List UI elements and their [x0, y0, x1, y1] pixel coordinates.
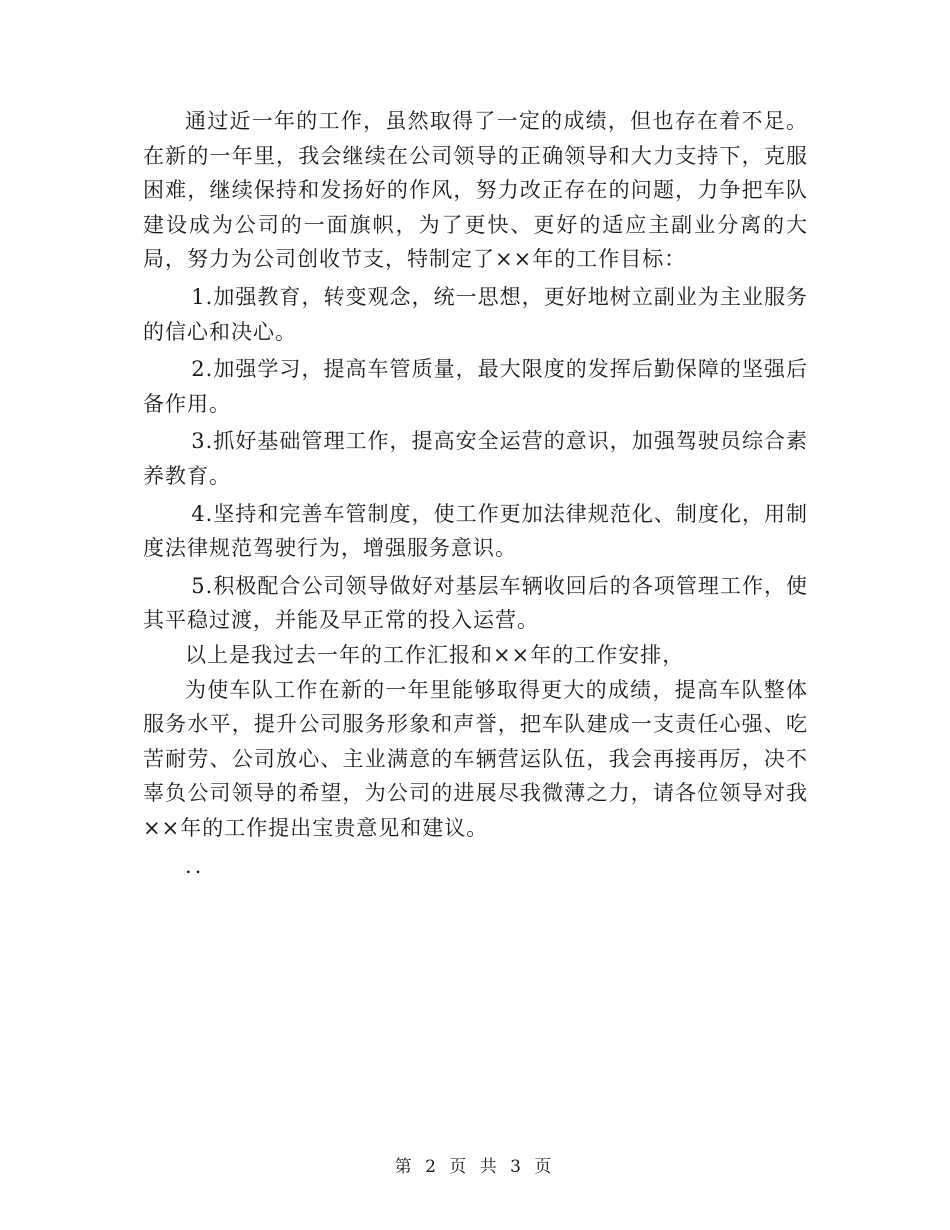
goal-item-2: 2.加强学习，提高车管质量，最大限度的发挥后勤保障的坚强后备作用。 [143, 357, 808, 416]
trailing-dots: .. [185, 854, 205, 879]
closing-paragraph: 为使车队工作在新的一年里能够取得更大的成绩，提高车队整体服务水平，提升公司服务形象和声誉，把车队建成一支责任心强、吃苦耐劳、公司放心、主业满意的车辆营运队伍，我会再接再厉，决不辜负公司领导的希望，为公司的进展尽我微薄之力，请各位领导对我××年的工作提出宝贵意见和建议。 [143, 677, 808, 840]
summary-paragraph: 以上是我过去一年的工作汇报和××年的工作安排， [185, 642, 685, 667]
goal-item-4: 4.坚持和完善车管制度，使工作更加法律规范化、制度化，用制度法律规范驾驶行为，增强服务意识。 [143, 501, 808, 561]
goal-item-1: 1.加强教育，转变观念，统一思想，更好地树立副业为主业服务的信心和决心。 [143, 284, 808, 344]
intro-paragraph: 通过近一年的工作，虽然取得了一定的成绩，但也存在着不足。在新的一年里，我会继续在公司领导的正确领导和大力支持下，克服困难，继续保持和发扬好的作风，努力改正存在的问题，力争把车队建设成为公司的一面旗帜，为了更快、更好的适应主副业分离的大局，努力为公司创收节支，特制定了××年的工作目标： [143, 109, 808, 272]
goal-item-5: 5.积极配合公司领导做好对基层车辆收回后的各项管理工作，使其平稳过渡，并能及早正常的投入运营。 [143, 573, 808, 633]
page-number-footer: 第 2 页 共 3 页 [394, 1157, 556, 1177]
document-body [143, 104, 808, 884]
goal-item-3: 3.抓好基础管理工作，提高安全运营的意识，加强驾驶员综合素养教育。 [143, 429, 808, 488]
